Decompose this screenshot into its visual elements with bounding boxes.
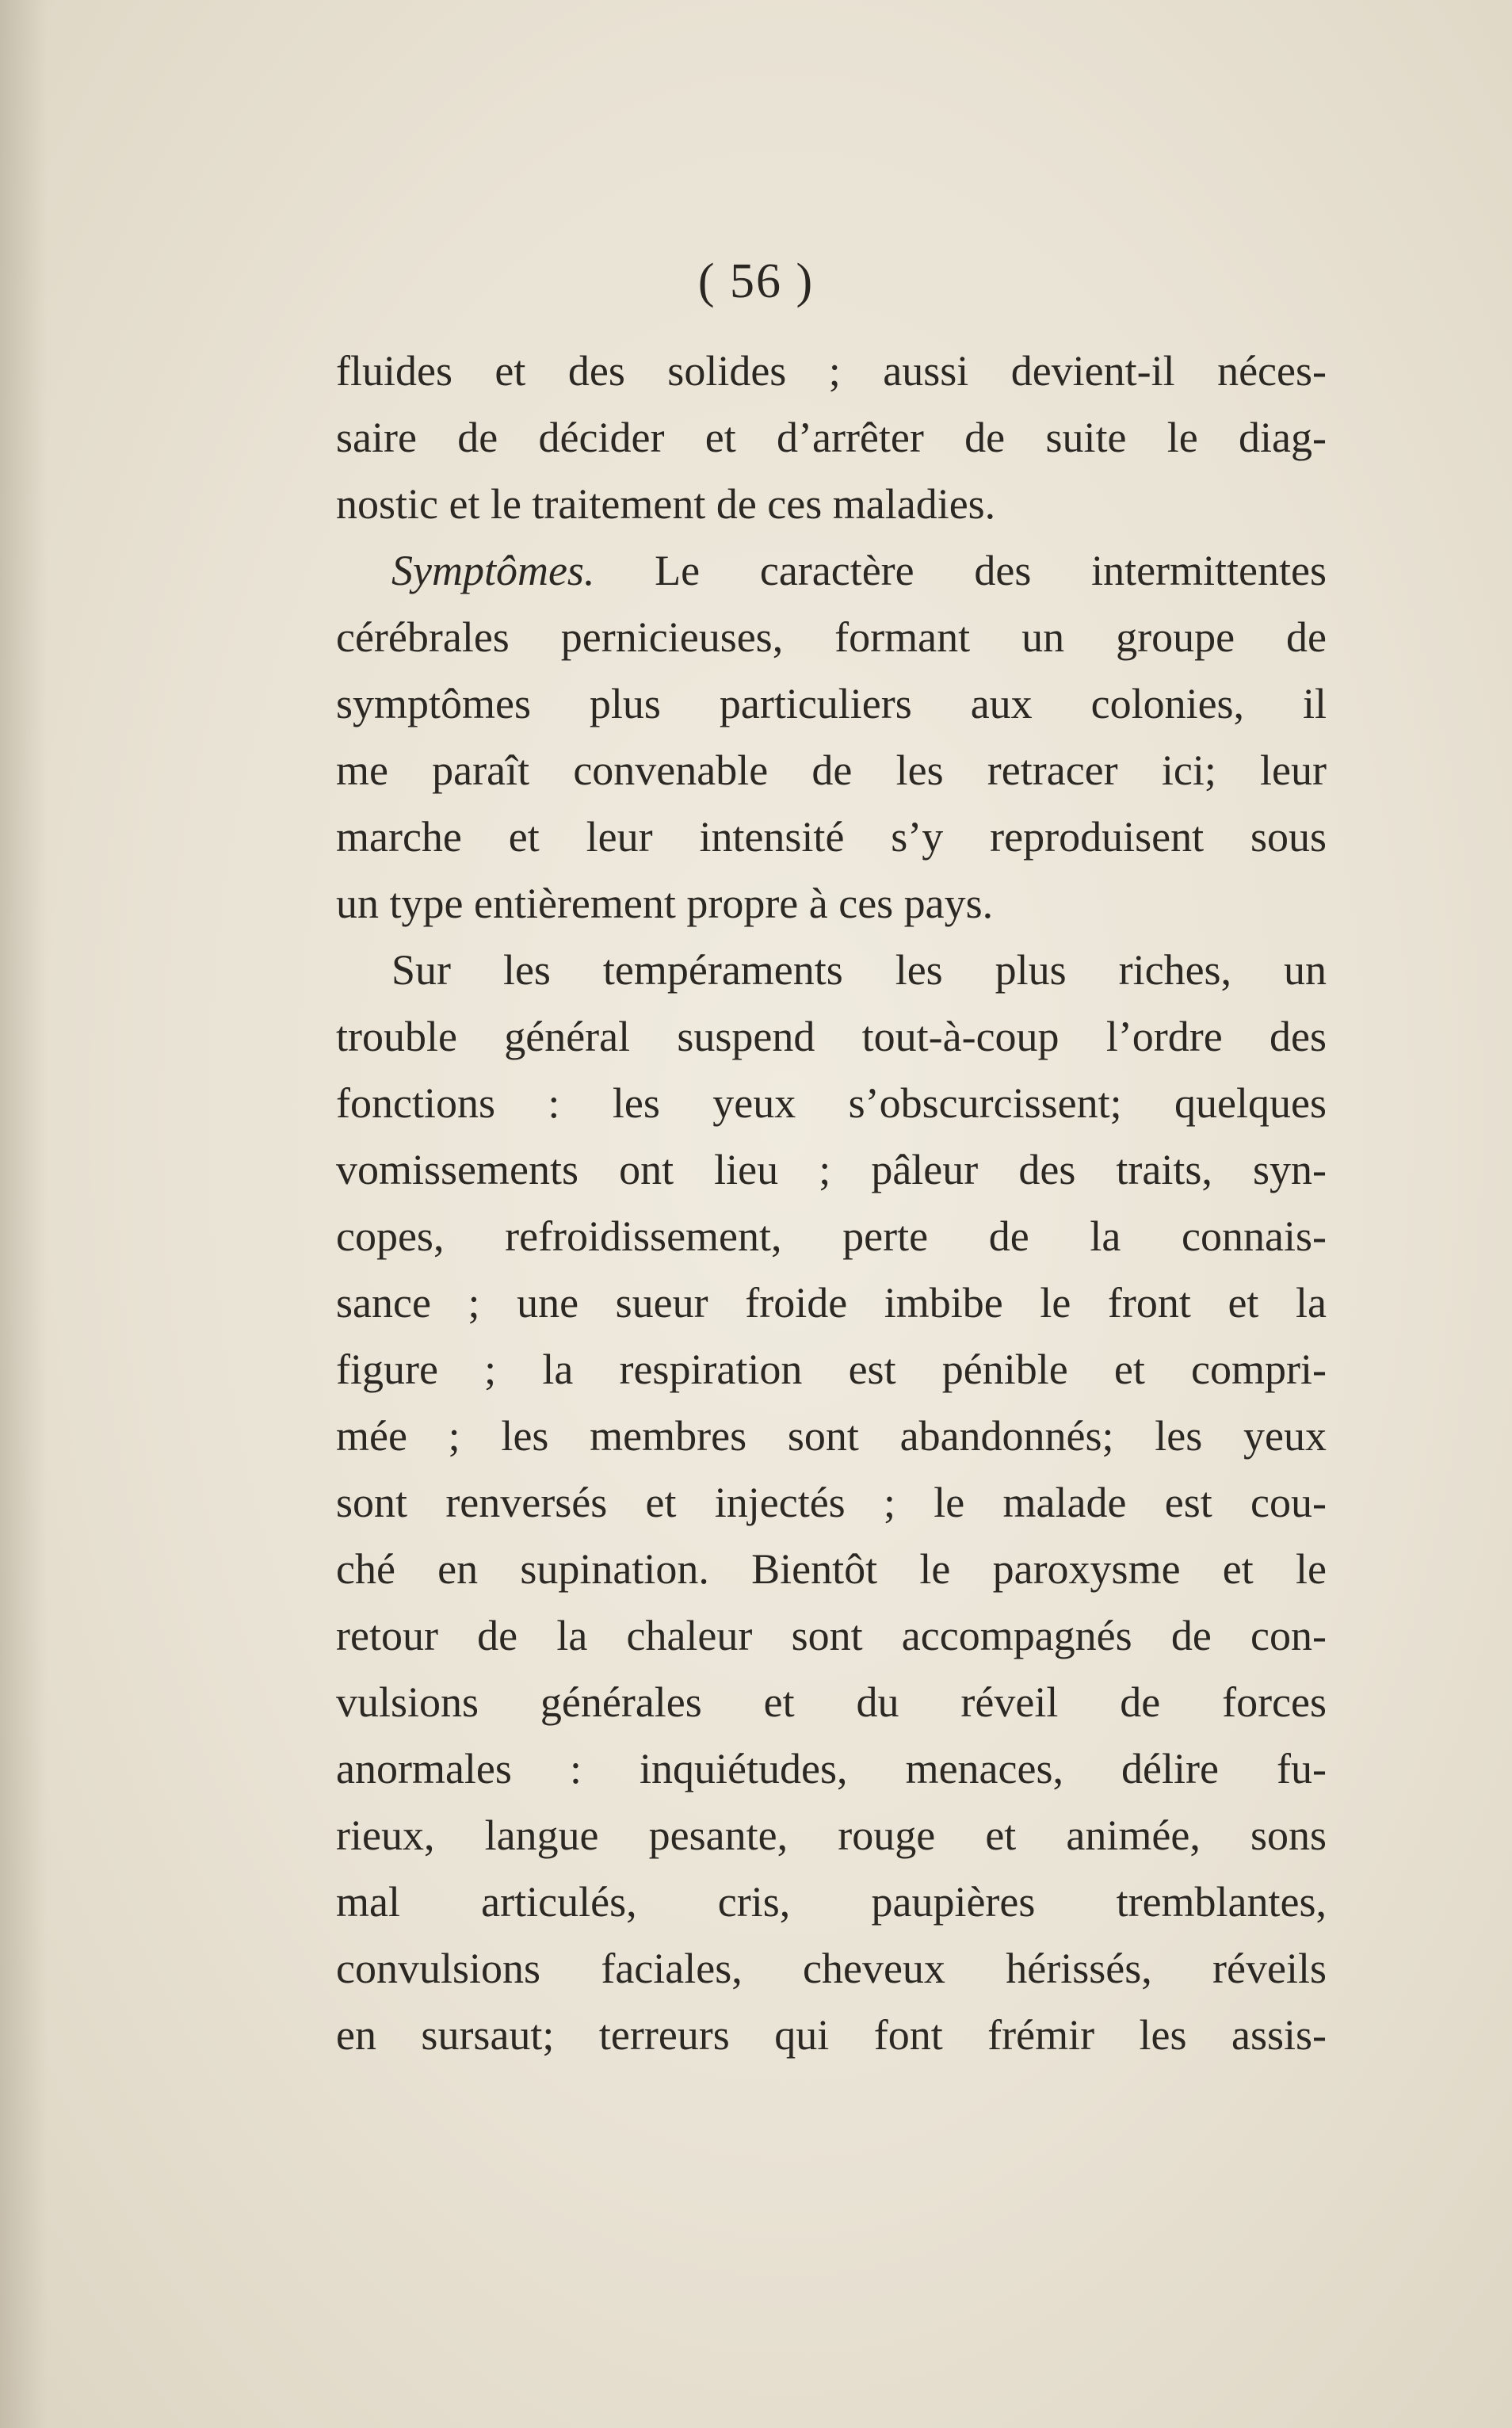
text-line: Sur les tempéraments les plus riches, un [391, 946, 1327, 994]
text-line: sance ; une sueur froide imbibe le front et la [336, 1279, 1327, 1327]
text-line: mal articulés, cris, paupières tremblantes, [336, 1878, 1327, 1926]
text-line: anormales : inquiétudes, menaces, délire fu- [336, 1745, 1327, 1792]
text-line: retour de la chaleur sont accompagnés de con- [336, 1612, 1327, 1659]
text-line: trouble général suspend tout-à-coup l’ordre des [336, 1013, 1327, 1060]
text-line: sont renversés et injectés ; le malade est cou- [336, 1479, 1327, 1526]
text-line: mée ; les membres sont abandonnés; les yeux [336, 1412, 1327, 1460]
text-line: rieux, langue pesante, rouge et animée, sons [336, 1811, 1327, 1859]
body-text [336, 338, 1327, 2068]
text-line: fonctions : les yeux s’obscurcissent; quelques [336, 1079, 1327, 1127]
text-line: me paraît convenable de les retracer ici; leur [336, 746, 1327, 794]
text-line: fluides et des solides ; aussi devient-il néces- [336, 347, 1327, 395]
text-line: un type entièrement propre à ces pays. [336, 880, 994, 927]
text-line: marche et leur intensité s’y reproduisent sous [336, 813, 1327, 861]
text-line: convulsions faciales, cheveux hérissés, réveils [336, 1945, 1327, 1992]
text-line: cérébrales pernicieuses, formant un groupe de [336, 613, 1327, 661]
text-line: ché en supination. Bientôt le paroxysme et le [336, 1545, 1327, 1593]
text-line: saire de décider et d’arrêter de suite le diag- [336, 414, 1327, 461]
text-line-rest: Le caractère des intermittentes [594, 547, 1327, 594]
text-line: copes, refroidissement, perte de la connais- [336, 1212, 1327, 1260]
page-number: ( 56 ) [697, 254, 815, 308]
section-heading: Symptômes. [391, 547, 595, 594]
text-line: nostic et le traitement de ces maladies. [336, 480, 996, 528]
text-line: en sursaut; terreurs qui font frémir les assis- [336, 2011, 1327, 2059]
text-line: vulsions générales et du réveil de forces [336, 1678, 1327, 1726]
text-line: symptômes plus particuliers aux colonies, il [336, 680, 1327, 727]
text-line [336, 537, 1327, 604]
text-line: figure ; la respiration est pénible et compri- [336, 1346, 1327, 1393]
text-line: vomissements ont lieu ; pâleur des traits, syn- [336, 1146, 1327, 1193]
